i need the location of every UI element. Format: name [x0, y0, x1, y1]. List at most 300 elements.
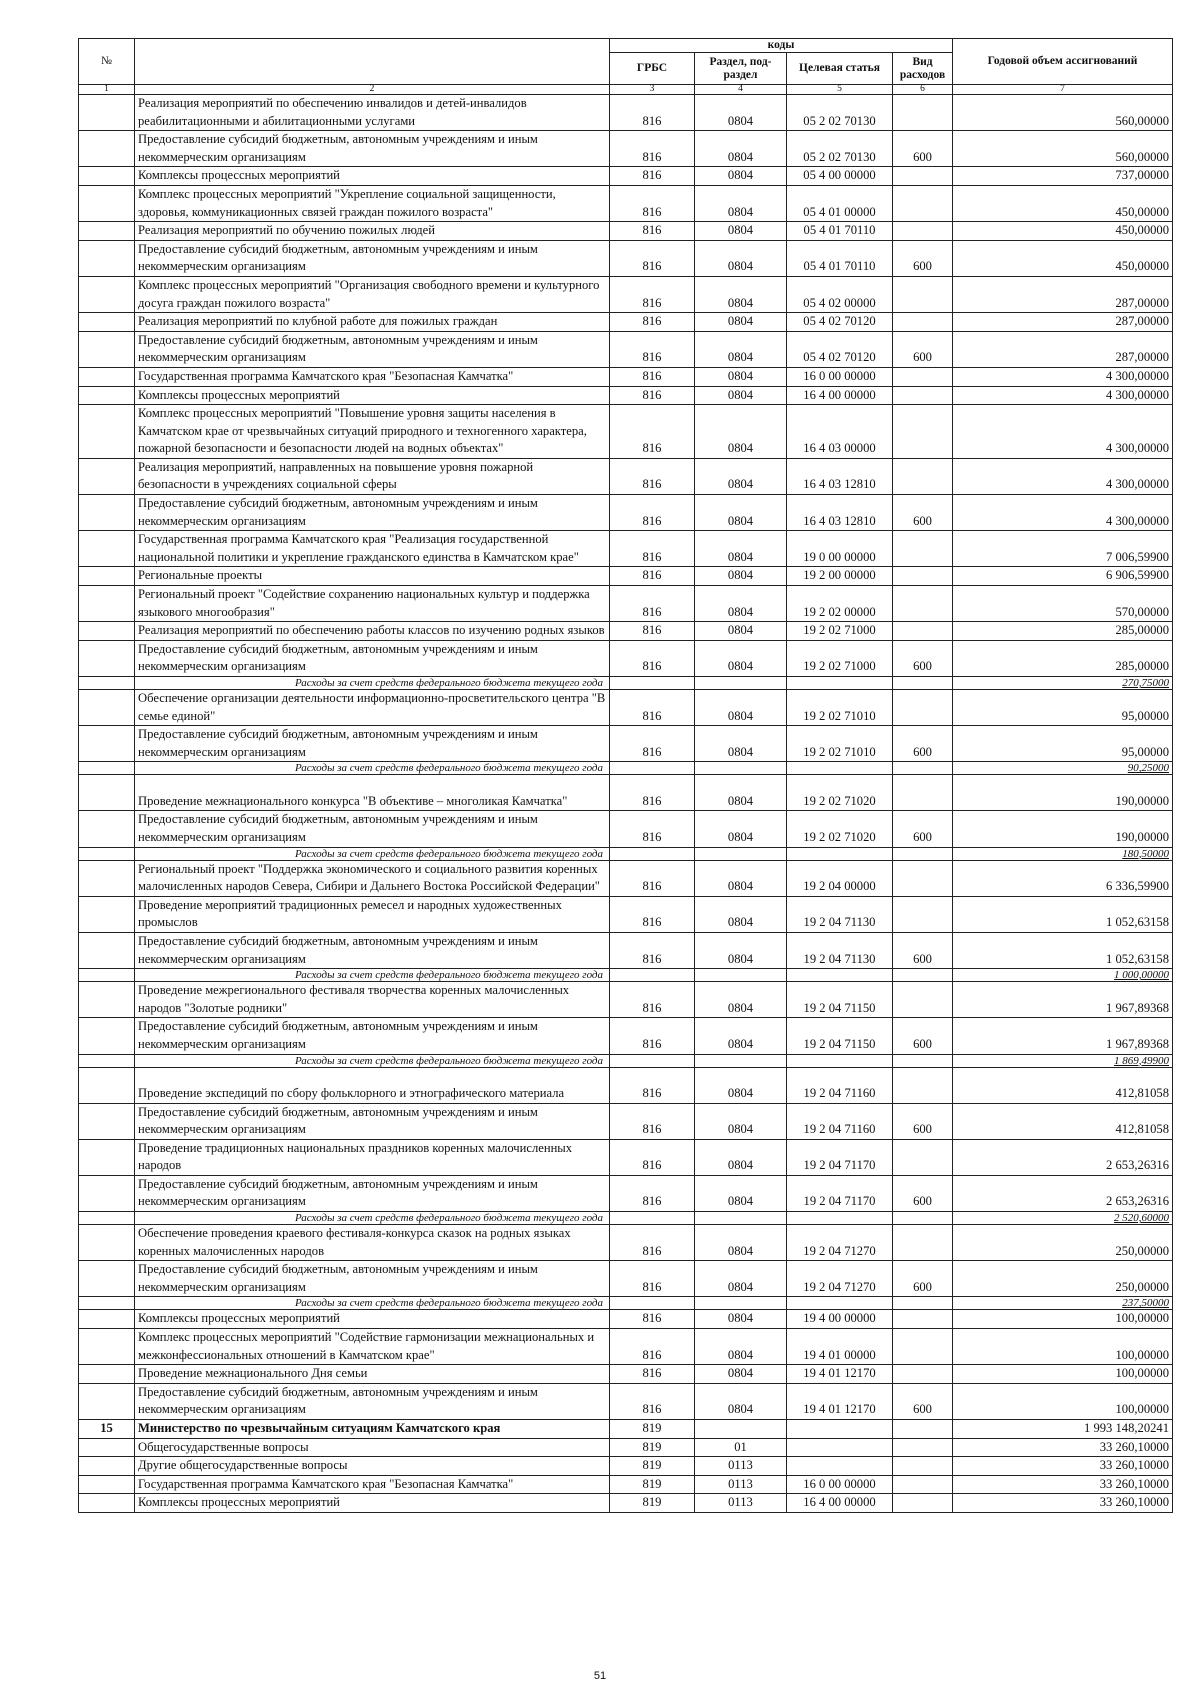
row-number — [79, 1297, 135, 1310]
row-grbs — [610, 969, 695, 982]
column-index: 5 — [787, 85, 893, 95]
row-razdel: 0804 — [695, 1139, 787, 1175]
row-name: Расходы за счет средств федерального бюджета текущего года — [135, 677, 610, 690]
row-name: Комплекс процессных мероприятий "Повышение уровня защиты населения в Камчатском крае от чрезвычайных ситуаций природного и техногенного характера, пожарной безопасности и безопасности людей на водных объектах" — [135, 405, 610, 459]
row-vid — [893, 1225, 953, 1261]
row-number — [79, 1457, 135, 1476]
row-vid — [893, 1438, 953, 1457]
row-razdel: 0804 — [695, 405, 787, 459]
row-celevaya — [787, 1054, 893, 1067]
row-grbs: 816 — [610, 276, 695, 312]
row-celevaya: 05 4 00 00000 — [787, 167, 893, 186]
row-name: Расходы за счет средств федерального бюджета текущего года — [135, 847, 610, 860]
row-vid — [893, 1310, 953, 1329]
row-celevaya: 05 4 02 70120 — [787, 331, 893, 367]
row-celevaya: 05 4 02 70120 — [787, 313, 893, 332]
row-celevaya: 19 2 04 71170 — [787, 1139, 893, 1175]
row-name: Предоставление субсидий бюджетным, автономным учреждениям и иным некоммерческим организациям — [135, 726, 610, 762]
row-name: Расходы за счет средств федерального бюджета текущего года — [135, 1054, 610, 1067]
row-amount: 4 300,00000 — [953, 495, 1173, 531]
row-vid: 600 — [893, 1103, 953, 1139]
row-amount: 1 052,63158 — [953, 932, 1173, 968]
row-name: Предоставление субсидий бюджетным, автономным учреждениям и иным некоммерческим организациям — [135, 1103, 610, 1139]
row-razdel: 0804 — [695, 167, 787, 186]
row-name: Комплексы процессных мероприятий — [135, 1494, 610, 1513]
column-index: 4 — [695, 85, 787, 95]
row-amount: 285,00000 — [953, 640, 1173, 676]
row-vid — [893, 1054, 953, 1067]
row-razdel: 0804 — [695, 276, 787, 312]
table-row — [79, 1018, 1173, 1054]
row-name: Проведение мероприятий традиционных ремесел и народных художественных промыслов — [135, 896, 610, 932]
row-vid — [893, 313, 953, 332]
row-grbs: 816 — [610, 1018, 695, 1054]
row-number — [79, 95, 135, 131]
table-row — [79, 982, 1173, 1018]
row-name: Предоставление субсидий бюджетным, автономным учреждениям и иным некоммерческим организациям — [135, 331, 610, 367]
row-celevaya: 19 2 04 71150 — [787, 982, 893, 1018]
row-celevaya: 16 0 00 00000 — [787, 367, 893, 386]
row-amount: 4 300,00000 — [953, 386, 1173, 405]
row-name: Региональные проекты — [135, 567, 610, 586]
table-row — [79, 495, 1173, 531]
row-name: Государственная программа Камчатского края "Безопасная Камчатка" — [135, 367, 610, 386]
table-row — [79, 860, 1173, 896]
row-number — [79, 1383, 135, 1419]
row-razdel: 0804 — [695, 567, 787, 586]
row-razdel: 0113 — [695, 1457, 787, 1476]
row-number — [79, 1018, 135, 1054]
row-celevaya — [787, 677, 893, 690]
row-grbs: 816 — [610, 458, 695, 494]
row-number — [79, 1054, 135, 1067]
row-razdel: 0804 — [695, 982, 787, 1018]
row-amount: 1 967,89368 — [953, 1018, 1173, 1054]
row-celevaya: 19 2 04 71170 — [787, 1175, 893, 1211]
row-name: Проведение межрегионального фестиваля творчества коренных малочисленных народов "Золотые родники" — [135, 982, 610, 1018]
table-row — [79, 405, 1173, 459]
federal-budget-row — [79, 1297, 1173, 1310]
table-row — [79, 276, 1173, 312]
row-name: Реализация мероприятий по обеспечению инвалидов и детей-инвалидов реабилитационными и абилитационными услугами — [135, 95, 610, 131]
table-row — [79, 811, 1173, 847]
row-name: Общегосударственные вопросы — [135, 1438, 610, 1457]
row-vid — [893, 982, 953, 1018]
row-number — [79, 495, 135, 531]
row-celevaya: 19 2 02 71000 — [787, 640, 893, 676]
row-name: Проведение межнационального Дня семьи — [135, 1365, 610, 1384]
row-razdel: 0804 — [695, 586, 787, 622]
row-razdel: 0804 — [695, 495, 787, 531]
row-name: Реализация мероприятий, направленных на повышение уровня пожарной безопасности в учреждениях социальной сферы — [135, 458, 610, 494]
row-name: Региональный проект "Поддержка экономического и социального развития коренных малочисленных народов Севера, Сибири и Дальнего Востока Российской Федерации" — [135, 860, 610, 896]
table-row — [79, 1103, 1173, 1139]
row-razdel: 0804 — [695, 131, 787, 167]
row-amount: 180,50000 — [953, 847, 1173, 860]
row-name: Реализация мероприятий по обучению пожилых людей — [135, 222, 610, 241]
row-amount: 100,00000 — [953, 1310, 1173, 1329]
row-number — [79, 586, 135, 622]
row-number — [79, 1261, 135, 1297]
row-celevaya: 19 4 01 12170 — [787, 1365, 893, 1384]
row-grbs: 816 — [610, 622, 695, 641]
row-grbs: 816 — [610, 1365, 695, 1384]
row-celevaya: 05 4 02 00000 — [787, 276, 893, 312]
row-number — [79, 775, 135, 811]
column-index: 3 — [610, 85, 695, 95]
table-row — [79, 386, 1173, 405]
row-amount: 100,00000 — [953, 1365, 1173, 1384]
row-vid: 600 — [893, 1261, 953, 1297]
row-celevaya: 19 2 02 00000 — [787, 586, 893, 622]
row-celevaya — [787, 1457, 893, 1476]
row-vid — [893, 775, 953, 811]
row-number — [79, 405, 135, 459]
row-grbs: 816 — [610, 1310, 695, 1329]
federal-budget-row — [79, 969, 1173, 982]
row-vid — [893, 1494, 953, 1513]
table-row — [79, 331, 1173, 367]
row-number — [79, 1310, 135, 1329]
row-vid: 600 — [893, 1175, 953, 1211]
row-grbs — [610, 1054, 695, 1067]
row-amount: 1 000,00000 — [953, 969, 1173, 982]
row-number — [79, 222, 135, 241]
row-vid — [893, 1420, 953, 1439]
row-grbs: 816 — [610, 167, 695, 186]
row-name: Комплексы процессных мероприятий — [135, 386, 610, 405]
row-vid: 600 — [893, 726, 953, 762]
row-amount: 1 052,63158 — [953, 896, 1173, 932]
row-number — [79, 1067, 135, 1103]
column-index-row — [79, 85, 1173, 95]
row-vid — [893, 762, 953, 775]
row-number — [79, 969, 135, 982]
row-amount: 33 260,10000 — [953, 1475, 1173, 1494]
table-row — [79, 1329, 1173, 1365]
row-grbs: 819 — [610, 1420, 695, 1439]
row-razdel — [695, 1212, 787, 1225]
row-razdel: 0804 — [695, 367, 787, 386]
row-name: Комплекс процессных мероприятий "Организация свободного времени и культурного досуга граждан пожилого возраста" — [135, 276, 610, 312]
table-row — [79, 1438, 1173, 1457]
row-name: Другие общегосударственные вопросы — [135, 1457, 610, 1476]
row-grbs: 816 — [610, 531, 695, 567]
row-number — [79, 690, 135, 726]
table-row — [79, 690, 1173, 726]
row-razdel: 0804 — [695, 1329, 787, 1365]
row-name: Проведение межнационального конкурса "В объективе – многоликая Камчатка" — [135, 775, 610, 811]
row-celevaya — [787, 762, 893, 775]
row-razdel: 0804 — [695, 458, 787, 494]
row-vid — [893, 1297, 953, 1310]
table-row — [79, 1261, 1173, 1297]
row-name: Комплексы процессных мероприятий — [135, 1310, 610, 1329]
row-name: Региональный проект "Содействие сохранению национальных культур и поддержка языкового многообразия" — [135, 586, 610, 622]
row-razdel: 0804 — [695, 240, 787, 276]
row-grbs: 816 — [610, 131, 695, 167]
row-amount: 6 336,59900 — [953, 860, 1173, 896]
row-grbs — [610, 762, 695, 775]
row-name: Предоставление субсидий бюджетным, автономным учреждениям и иным некоммерческим организациям — [135, 1175, 610, 1211]
row-razdel: 0804 — [695, 185, 787, 221]
row-number — [79, 1225, 135, 1261]
table-row — [79, 531, 1173, 567]
row-number — [79, 1175, 135, 1211]
row-vid: 600 — [893, 1383, 953, 1419]
page-number: 51 — [593, 1670, 607, 1682]
row-name: Предоставление субсидий бюджетным, автономным учреждениям и иным некоммерческим организациям — [135, 932, 610, 968]
row-grbs: 816 — [610, 896, 695, 932]
row-celevaya: 19 2 02 71010 — [787, 690, 893, 726]
row-amount: 4 300,00000 — [953, 367, 1173, 386]
row-amount: 237,50000 — [953, 1297, 1173, 1310]
row-celevaya: 19 2 00 00000 — [787, 567, 893, 586]
row-razdel — [695, 1297, 787, 1310]
column-index: 6 — [893, 85, 953, 95]
row-grbs: 816 — [610, 95, 695, 131]
row-razdel: 0804 — [695, 95, 787, 131]
row-celevaya: 05 2 02 70130 — [787, 131, 893, 167]
row-name: Предоставление субсидий бюджетным, автономным учреждениям и иным некоммерческим организациям — [135, 131, 610, 167]
row-vid — [893, 1212, 953, 1225]
row-grbs: 816 — [610, 982, 695, 1018]
row-number — [79, 386, 135, 405]
row-amount: 190,00000 — [953, 811, 1173, 847]
row-amount: 560,00000 — [953, 131, 1173, 167]
row-number — [79, 932, 135, 968]
row-amount: 412,81058 — [953, 1067, 1173, 1103]
row-name: Предоставление субсидий бюджетным, автономным учреждениям и иным некоммерческим организациям — [135, 1018, 610, 1054]
header-codes: коды — [610, 39, 953, 53]
document-page — [78, 38, 1172, 1513]
row-grbs: 816 — [610, 240, 695, 276]
row-celevaya: 05 4 01 70110 — [787, 240, 893, 276]
row-grbs: 816 — [610, 313, 695, 332]
row-name: Комплексы процессных мероприятий — [135, 167, 610, 186]
row-name: Предоставление субсидий бюджетным, автономным учреждениям и иным некоммерческим организациям — [135, 240, 610, 276]
row-number — [79, 367, 135, 386]
row-name: Предоставление субсидий бюджетным, автономным учреждениям и иным некоммерческим организациям — [135, 1261, 610, 1297]
row-celevaya: 19 2 04 71160 — [787, 1067, 893, 1103]
row-number — [79, 1212, 135, 1225]
row-name: Министерство по чрезвычайным ситуациям Камчатского края — [135, 1420, 610, 1439]
federal-budget-row — [79, 677, 1173, 690]
table-row — [79, 567, 1173, 586]
column-index: 7 — [953, 85, 1173, 95]
federal-budget-row — [79, 762, 1173, 775]
row-amount: 450,00000 — [953, 240, 1173, 276]
row-number — [79, 622, 135, 641]
row-razdel: 0804 — [695, 1225, 787, 1261]
row-vid — [893, 567, 953, 586]
row-razdel: 0804 — [695, 932, 787, 968]
row-number — [79, 331, 135, 367]
header-num: № — [79, 39, 135, 85]
row-grbs: 819 — [610, 1475, 695, 1494]
row-amount: 2 653,26316 — [953, 1139, 1173, 1175]
row-vid — [893, 1457, 953, 1476]
row-name: Реализация мероприятий по обеспечению работы классов по изучению родных языков — [135, 622, 610, 641]
column-index: 2 — [135, 85, 610, 95]
table-row — [79, 131, 1173, 167]
row-number — [79, 847, 135, 860]
table-row — [79, 1225, 1173, 1261]
row-celevaya: 19 0 00 00000 — [787, 531, 893, 567]
table-row — [79, 240, 1173, 276]
row-amount: 450,00000 — [953, 222, 1173, 241]
row-amount: 287,00000 — [953, 331, 1173, 367]
row-amount: 33 260,10000 — [953, 1494, 1173, 1513]
row-amount: 4 300,00000 — [953, 405, 1173, 459]
row-vid — [893, 860, 953, 896]
row-number — [79, 1475, 135, 1494]
row-vid — [893, 1139, 953, 1175]
row-amount: 2 653,26316 — [953, 1175, 1173, 1211]
row-razdel: 0113 — [695, 1494, 787, 1513]
row-razdel: 0804 — [695, 1067, 787, 1103]
header-vid: Вид расходов — [893, 53, 953, 85]
row-amount: 95,00000 — [953, 690, 1173, 726]
row-number — [79, 1139, 135, 1175]
row-name: Государственная программа Камчатского края "Безопасная Камчатка" — [135, 1475, 610, 1494]
row-celevaya: 19 4 00 00000 — [787, 1310, 893, 1329]
row-amount: 250,00000 — [953, 1225, 1173, 1261]
row-razdel: 0804 — [695, 1383, 787, 1419]
row-grbs: 816 — [610, 1383, 695, 1419]
row-amount: 250,00000 — [953, 1261, 1173, 1297]
row-razdel: 0804 — [695, 726, 787, 762]
row-vid — [893, 1365, 953, 1384]
row-number — [79, 1329, 135, 1365]
table-row — [79, 1475, 1173, 1494]
table-row — [79, 1175, 1173, 1211]
row-celevaya — [787, 1297, 893, 1310]
row-celevaya — [787, 969, 893, 982]
row-amount: 1 993 148,20241 — [953, 1420, 1173, 1439]
row-grbs: 816 — [610, 405, 695, 459]
row-number — [79, 762, 135, 775]
table-row — [79, 1067, 1173, 1103]
table-row — [79, 726, 1173, 762]
row-amount: 33 260,10000 — [953, 1438, 1173, 1457]
row-celevaya: 05 4 01 70110 — [787, 222, 893, 241]
table-row — [79, 622, 1173, 641]
row-razdel — [695, 677, 787, 690]
row-vid — [893, 185, 953, 221]
row-celevaya: 19 2 02 71010 — [787, 726, 893, 762]
row-amount: 450,00000 — [953, 185, 1173, 221]
federal-budget-row — [79, 1212, 1173, 1225]
row-name: Проведение традиционных национальных праздников коренных малочисленных народов — [135, 1139, 610, 1175]
row-grbs — [610, 677, 695, 690]
row-celevaya — [787, 1420, 893, 1439]
row-vid — [893, 690, 953, 726]
row-razdel: 0804 — [695, 331, 787, 367]
row-grbs: 816 — [610, 1139, 695, 1175]
row-razdel: 0804 — [695, 1261, 787, 1297]
row-name: Комплекс процессных мероприятий "Содействие гармонизации межнациональных и межконфессиональных отношений в Камчатском крае" — [135, 1329, 610, 1365]
row-vid — [893, 367, 953, 386]
row-amount: 6 906,59900 — [953, 567, 1173, 586]
row-number — [79, 1438, 135, 1457]
row-grbs: 816 — [610, 1103, 695, 1139]
row-celevaya: 19 2 04 71160 — [787, 1103, 893, 1139]
row-vid: 600 — [893, 331, 953, 367]
row-grbs: 816 — [610, 386, 695, 405]
row-razdel: 0804 — [695, 622, 787, 641]
table-row — [79, 1457, 1173, 1476]
row-amount: 90,25000 — [953, 762, 1173, 775]
row-razdel: 0804 — [695, 896, 787, 932]
budget-table — [78, 38, 1173, 1513]
federal-budget-row — [79, 847, 1173, 860]
row-razdel — [695, 1420, 787, 1439]
row-amount: 1 967,89368 — [953, 982, 1173, 1018]
row-celevaya — [787, 847, 893, 860]
row-razdel: 0113 — [695, 1475, 787, 1494]
row-celevaya: 19 4 01 12170 — [787, 1383, 893, 1419]
row-celevaya: 16 4 03 12810 — [787, 458, 893, 494]
row-number — [79, 276, 135, 312]
row-grbs: 816 — [610, 495, 695, 531]
row-number — [79, 1494, 135, 1513]
row-grbs: 819 — [610, 1494, 695, 1513]
row-grbs: 816 — [610, 1225, 695, 1261]
row-grbs: 816 — [610, 726, 695, 762]
row-celevaya: 19 2 04 00000 — [787, 860, 893, 896]
row-number — [79, 860, 135, 896]
row-number — [79, 185, 135, 221]
row-grbs — [610, 847, 695, 860]
row-razdel: 0804 — [695, 1018, 787, 1054]
row-name: Комплекс процессных мероприятий "Укрепление социальной защищенности, здоровья, коммуникационных связей граждан пожилого возраста" — [135, 185, 610, 221]
row-name: Предоставление субсидий бюджетным, автономным учреждениям и иным некоммерческим организациям — [135, 811, 610, 847]
row-name: Предоставление субсидий бюджетным, автономным учреждениям и иным некоммерческим организациям — [135, 1383, 610, 1419]
table-row — [79, 1494, 1173, 1513]
row-name: Проведение экспедиций по сбору фольклорного и этнографического материала — [135, 1067, 610, 1103]
row-razdel — [695, 969, 787, 982]
row-name: Расходы за счет средств федерального бюджета текущего года — [135, 1297, 610, 1310]
row-vid — [893, 847, 953, 860]
row-amount: 100,00000 — [953, 1329, 1173, 1365]
row-vid: 600 — [893, 932, 953, 968]
row-celevaya: 05 2 02 70130 — [787, 95, 893, 131]
row-celevaya: 19 2 02 71020 — [787, 775, 893, 811]
row-vid — [893, 405, 953, 459]
column-index: 1 — [79, 85, 135, 95]
row-amount: 100,00000 — [953, 1383, 1173, 1419]
row-amount: 33 260,10000 — [953, 1457, 1173, 1476]
row-grbs: 816 — [610, 1329, 695, 1365]
header-razdel: Раздел, под-раздел — [695, 53, 787, 85]
table-row — [79, 1139, 1173, 1175]
row-grbs: 816 — [610, 690, 695, 726]
table-row — [79, 1383, 1173, 1419]
row-grbs — [610, 1212, 695, 1225]
row-number — [79, 1103, 135, 1139]
row-number — [79, 567, 135, 586]
row-number — [79, 677, 135, 690]
header-grbs: ГРБС — [610, 53, 695, 85]
row-celevaya: 19 4 01 00000 — [787, 1329, 893, 1365]
row-vid: 600 — [893, 240, 953, 276]
row-number — [79, 531, 135, 567]
row-number — [79, 131, 135, 167]
row-vid — [893, 276, 953, 312]
table-body — [79, 95, 1173, 1513]
row-vid — [893, 1329, 953, 1365]
